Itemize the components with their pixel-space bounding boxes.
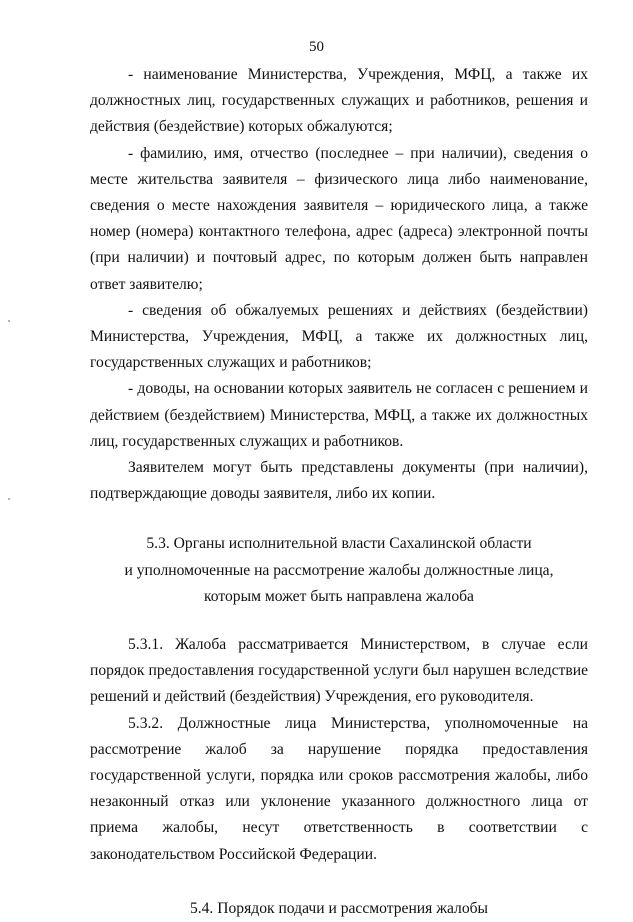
section-heading-5-3 — [90, 531, 588, 610]
section-heading-5-3-line-2: и уполномоченные на рассмотрение жалобы должностные лица, — [124, 561, 554, 579]
list-item-arguments: - доводы, на основании которых заявитель не согласен с решением и действием (бездействием) Министерства, МФЦ, а также их должностных лиц, государственных служащих и работников. — [90, 380, 588, 450]
paragraph-5-3-1: 5.3.1. Жалоба рассматривается Министерством, в случае если порядок предоставления государственной услуги был нарушен вследствие решений и действий (бездействия) Учреждения, его руководителя. — [90, 636, 588, 706]
scan-speck — [8, 320, 10, 322]
section-heading-5-3-line-3: которым может быть направлена жалоба — [204, 587, 474, 605]
section-heading-5-4: 5.4. Порядок подачи и рассмотрения жалобы — [189, 899, 489, 917]
page-number: 50 — [309, 39, 324, 55]
section-heading-5-3-line-1: 5.3. Органы исполнительной власти Сахалинской области — [146, 535, 532, 553]
scan-speck — [8, 498, 10, 500]
paragraph-supporting-documents: Заявителем могут быть представлены документы (при наличии), подтверждающие доводы заявителя, либо их копии. — [90, 459, 588, 503]
list-item-subject: - наименование Министерства, Учреждения, МФЦ, а также их должностных лиц, государственных служащих и работников, решения и действия (бездействие) которых обжалуются; — [90, 66, 588, 136]
list-item-appealed-decisions: - сведения об обжалуемых решениях и действиях (бездействии) Министерства, Учреждения, МФЦ, а также их должностных лиц, государственных служащих и работников; — [90, 301, 588, 372]
list-item-applicant-details: - фамилию, имя, отчество (последнее – при наличии), сведения о месте жительства заявителя – физического лица либо наименование, сведения о месте нахождения заявителя – юридического лица, а также номер (номера) контактного телефона, адрес (адреса) электронной почты (при наличии) и почтовый адрес, по которым должен быть направлен ответ заявителю; — [90, 144, 588, 293]
document-body — [90, 62, 588, 922]
paragraph-5-3-2: 5.3.2. Должностные лица Министерства, уполномоченные на рассмотрение жалоб за нарушение порядка предоставления государственной услуги, порядка или сроков рассмотрения жалобы, либо незаконный отказ или уклонение указанного должностного лица от приема жалобы, несут ответственность в соответствии с законодательством Российской Федерации. — [90, 714, 588, 863]
